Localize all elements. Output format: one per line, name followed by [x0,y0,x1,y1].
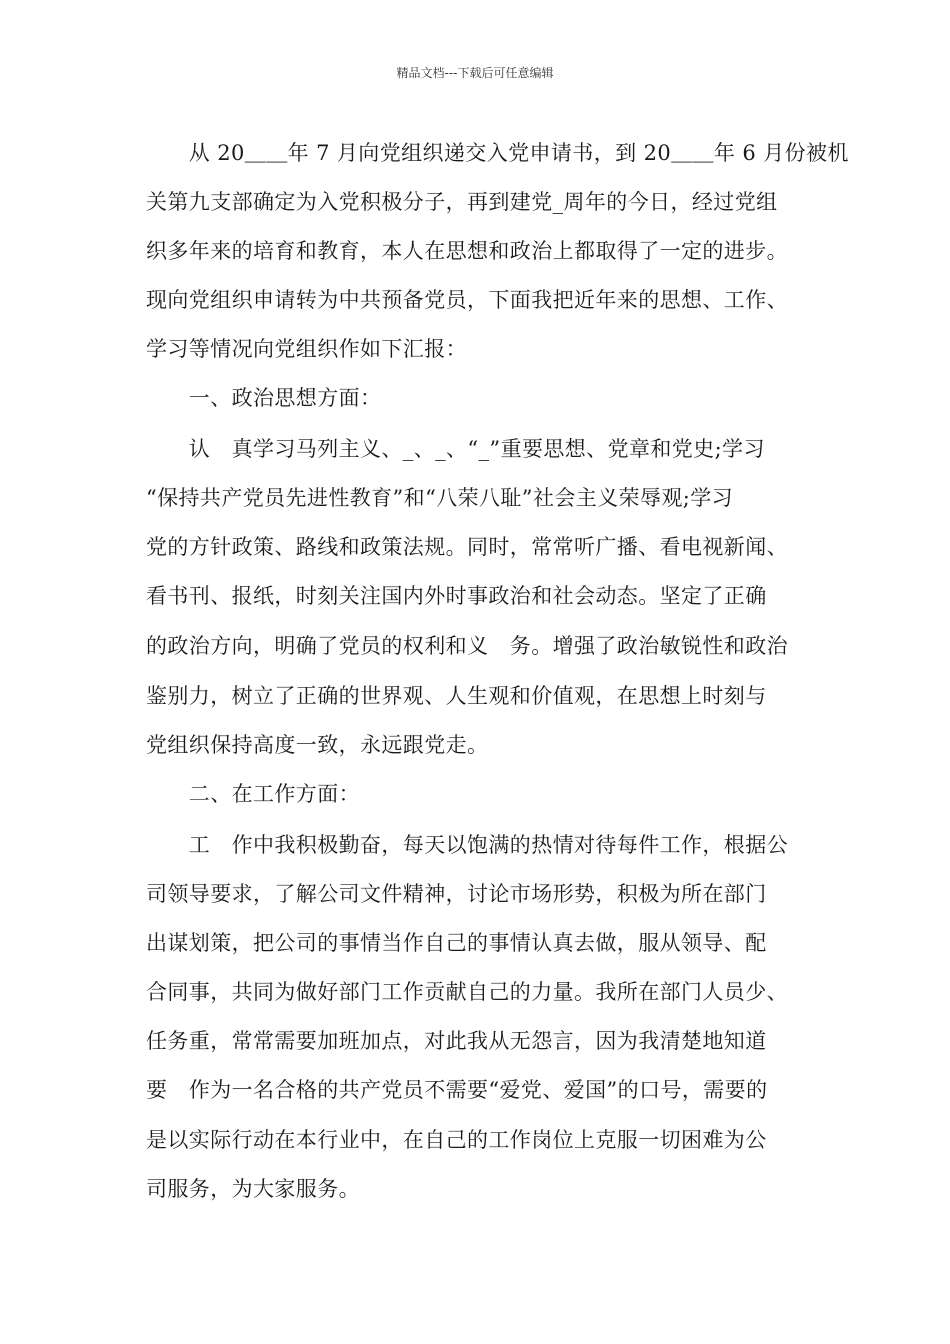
body-line: 是以实际行动在本行业中，在自己的工作岗位上克服一切困难为公 [146,1128,767,1152]
body-line: 出谋划策，把公司的事情当作自己的事情认真去做，服从领导、配 [146,931,767,955]
body-line: 看书刊、报纸，时刻关注国内外时事政治和社会动态。坚定了正确 [146,584,767,608]
body-line: 的政治方向，明确了党员的权利和义 务。增强了政治敏锐性和政治 [146,634,788,658]
body-line: 司领导要求，了解公司文件精神，讨论市场形势，积极为所在部门 [146,882,767,906]
page-header: 精品文档---下载后可任意编辑 [396,66,554,80]
body-line: 从 20＿＿年 7 月向党组织递交入党申请书，到 20＿＿年 6 月份被机 [146,141,849,165]
body-line: 要 作为一名合格的共产党员不需要“爱党、爱国”的口号，需要的 [146,1078,768,1102]
body-line: 关第九支部确定为入党积极分子，再到建党_周年的今日，经过党组 [146,190,778,214]
body-line: 合同事，共同为做好部门工作贡献自己的力量。我所在部门人员少、 [146,980,788,1004]
body-line: 工 作中我积极勤奋，每天以饱满的热情对待每件工作，根据公 [146,833,788,857]
body-line: 党的方针政策、路线和政策法规。同时，常常听广播、看电视新闻、 [146,535,788,559]
body-line: 现向党组织申请转为中共预备党员，下面我把近年来的思想、工作、 [146,288,788,312]
body-line: 认 真学习马列主义、_、_、“_”重要思想、党章和党史;学习 [146,437,765,461]
section-heading: 二、在工作方面： [146,782,360,806]
body-line: 学习等情况向党组织作如下汇报： [146,337,467,361]
body-line: 党组织保持高度一致，永远跟党走。 [146,733,489,757]
section-heading: 一、政治思想方面： [146,386,382,410]
body-line: “保持共产党员先进性教育”和“八荣八耻”社会主义荣辱观;学习 [146,486,734,510]
body-line: 任务重，常常需要加班加点，对此我从无怨言，因为我清楚地知道 [146,1029,767,1053]
body-line: 织多年来的培育和教育，本人在思想和政治上都取得了一定的进步。 [146,239,788,263]
body-line: 司服务，为大家服务。 [146,1177,360,1201]
body-line: 鉴别力，树立了正确的世界观、人生观和价值观，在思想上时刻与 [146,684,767,708]
